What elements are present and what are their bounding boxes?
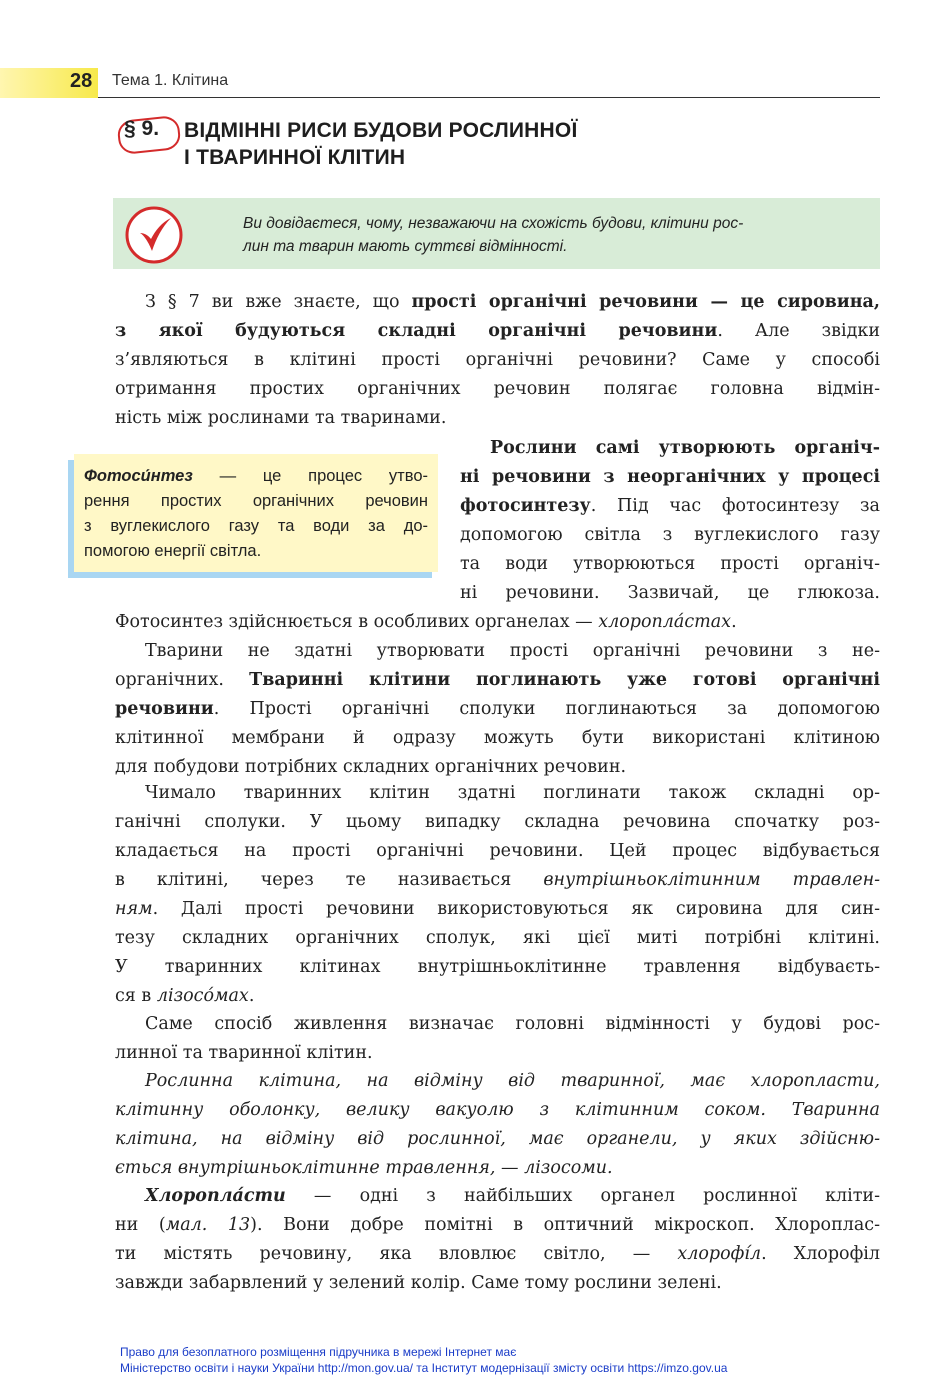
text-line: помогою енергії світла. <box>84 542 262 560</box>
goal-line: лин та тварин мають суттєві відмінності. <box>243 238 568 255</box>
text-run: . Але звідки <box>717 321 880 341</box>
text-line <box>115 608 880 637</box>
footer-line: Міністерство освіти і науки України http://mon.gov.ua/ та Інститут модернізації змісту освіти https://imzo.gov.ua <box>120 1361 728 1375</box>
text-line: клітина, на відміну від рослинної, має органели, у яких здійсню- <box>115 1129 880 1149</box>
section-title-line1: ВІДМІННІ РИСИ БУДОВИ РОСЛИННОЇ <box>184 119 578 142</box>
checkmark-icon <box>124 205 184 265</box>
section-number: § 9. <box>124 117 160 140</box>
text-line: рення простих органічних речовин <box>84 492 428 510</box>
bold-run: ні речовини з неорганічних у процесі <box>460 467 880 487</box>
nutrition-paragraph <box>115 1010 880 1068</box>
text-line: допомогою світла з вуглекислого газу <box>460 525 880 545</box>
italic-run: лізосо́мах <box>156 986 249 1006</box>
bold-run: з якої будуються складні органічні речовини <box>115 321 718 341</box>
text-line <box>84 464 428 489</box>
definition-term: Фотоси́нтез <box>84 467 193 485</box>
figure-reference: мал. 13 <box>165 1215 251 1235</box>
text-run: . <box>248 986 255 1006</box>
text-line: клітинну оболонку, велику вакуолю з клітинним соком. Тваринна <box>115 1100 880 1120</box>
text-run: . Під час фотосинтезу за <box>590 496 880 516</box>
bold-run: прості органічні речовини — це сировина, <box>411 292 880 312</box>
text-run: . Хлорофіл <box>761 1244 880 1264</box>
text-run: — це процес утво- <box>192 467 428 485</box>
header-divider <box>98 97 880 98</box>
text-line: завжди забарвлений у зелений колір. Саме тому рослини зелені. <box>115 1273 722 1293</box>
text-line <box>115 1240 880 1269</box>
text-line: клітинної мембрани й одразу можуть бути використані клітиною <box>115 728 880 748</box>
photosynthesis-column <box>460 434 880 608</box>
italic-run: ням <box>115 899 153 919</box>
text-run: . <box>731 612 737 632</box>
text-line <box>115 317 880 346</box>
text-run: ти містять речовину, яка вловлює світло, — <box>115 1244 678 1264</box>
chloroplasts-paragraph <box>115 1182 880 1298</box>
text-run: ся в <box>115 986 157 1006</box>
italic-run: хлоропла́стах <box>598 612 732 632</box>
text-line: Рослинна клітина, на відміну від тваринної, має хлоропласти, <box>145 1071 880 1091</box>
text-line: линної та тваринної клітин. <box>115 1043 373 1063</box>
section-title <box>184 117 784 171</box>
bold-run: речовини <box>115 699 214 719</box>
section-title-line2: І ТВАРИННОЇ КЛІТИН <box>184 146 406 169</box>
text-line <box>115 1211 880 1240</box>
summary-paragraph <box>115 1067 880 1183</box>
text-run: в клітині, через те називається <box>115 870 544 890</box>
text-line <box>115 666 880 695</box>
text-line <box>460 463 880 492</box>
text-line <box>460 434 880 463</box>
text-line <box>115 866 880 895</box>
topic-label: Тема 1. Клітина <box>112 72 229 89</box>
text-line: ність між рослинами та тваринами. <box>115 408 447 428</box>
goal-line: Ви довідаєтеся, чому, незважаючи на схожість будови, клітини рос- <box>243 215 744 232</box>
text-line: Тварини не здатні утворювати прості органічні речовини з не- <box>145 641 880 661</box>
intro-paragraph <box>115 288 880 433</box>
bold-run: Тваринні клітини поглинають уже готові органічні <box>249 670 880 690</box>
text-line <box>115 695 880 724</box>
text-line: ється внутрішньоклітинне травлення, — лізосоми. <box>115 1158 613 1178</box>
italic-run: хлорофі́л <box>677 1244 762 1264</box>
definition-text <box>84 464 428 564</box>
text-line: кладається на прості органічні речовини. Цей процес відбувається <box>115 841 880 861</box>
text-run: . Прості органічні сполуки поглинаються за допомогою <box>213 699 880 719</box>
footer-notice <box>120 1344 900 1376</box>
text-line: ні речовини. Зазвичай, це глюкоза. <box>460 583 880 603</box>
bold-run: Рослини самі утворюють органіч- <box>490 438 880 458</box>
text-line: та води утворюються прості органіч- <box>460 554 880 574</box>
term-run: Хлоропла́сти <box>145 1186 286 1206</box>
goal-text <box>243 212 863 258</box>
text-line: тезу складних органічних сполук, які цієї миті потрібні клітині. <box>115 928 880 948</box>
text-run: Фотосинтез здійснюється в особливих органелах — <box>115 612 599 632</box>
text-line: для побудови потрібних складних органічних речовин. <box>115 757 627 777</box>
text-line <box>460 492 880 521</box>
text-line: Чимало тваринних клітин здатні поглинати також складні ор- <box>145 783 880 803</box>
text-run: . Далі прості речовини використовуються як сировина для син- <box>152 899 880 919</box>
text-line: отримання простих органічних речовин полягає головна відмін- <box>115 379 880 399</box>
page-number: 28 <box>70 70 93 92</box>
text-line: з вуглекислого газу та води за до- <box>84 517 428 535</box>
text-line <box>115 288 880 317</box>
text-line <box>115 1182 880 1211</box>
animals-paragraph <box>115 637 880 782</box>
text-run: З § 7 ви вже знаєте, що <box>145 292 412 312</box>
text-line: Саме спосіб живлення визначає головні відмінності у будові рос- <box>145 1014 880 1034</box>
text-line: У тваринних клітинах внутрішньоклітинне травлення відбуваєть- <box>115 957 880 977</box>
text-run: ). Вони добре помітні в оптичний мікроскоп. Хлороплас- <box>250 1215 880 1235</box>
text-run: ни ( <box>115 1215 166 1235</box>
text-line <box>115 982 880 1011</box>
footer-line: Право для безоплатного розміщення підручника в мережі Інтернет має <box>120 1345 517 1359</box>
photosynthesis-ending <box>115 608 880 637</box>
digestion-paragraph <box>115 779 880 1011</box>
bold-run: фотосинтезу <box>460 496 591 516</box>
text-line: з’являються в клітині прості органічні речовини? Саме у способі <box>115 350 880 370</box>
italic-run: внутрішньоклітинним травлен- <box>543 870 881 890</box>
text-run: — одні з найбільших органел рослинної кліти- <box>285 1186 880 1206</box>
text-line <box>115 895 880 924</box>
text-line: ганічні сполуки. У цьому випадку складна речовина спочатку роз- <box>115 812 880 832</box>
text-run: органічних. <box>115 670 250 690</box>
